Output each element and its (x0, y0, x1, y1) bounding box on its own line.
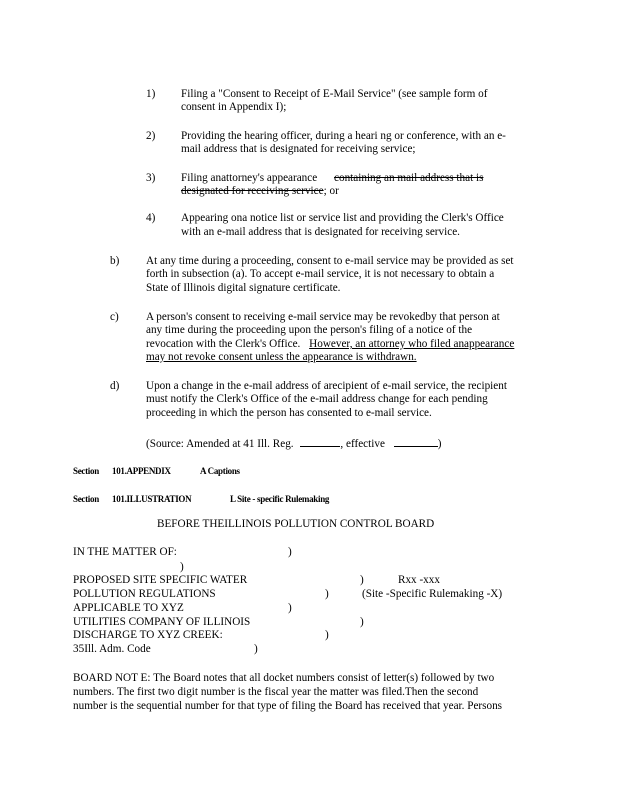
docket-type: (Site -Specific Rulemaking -X) (362, 588, 503, 600)
source-mid: , effective (340, 438, 385, 450)
section-number: 101.APPENDIX (112, 466, 171, 476)
caption-line: 35Ill. Adm. Code (73, 643, 151, 655)
section-number: 101.ILLUSTRATION (112, 494, 192, 504)
caption-line: UTILITIES COMPANY OF ILLINOIS (73, 616, 251, 628)
section-label: Section (73, 466, 99, 476)
source-prefix: (Source: Amended at 41 Ill. Reg. (146, 438, 294, 450)
source-suffix: ) (437, 438, 442, 450)
list-item-text: mail address that is designated for receiving service; (181, 143, 416, 155)
caption-line: DISCHARGE TO XYZ CREEK: (73, 629, 223, 641)
paragraph-text-plain: revocation with the Clerk's Office. (146, 338, 301, 350)
list-item-text (181, 172, 483, 185)
paragraph-letter: c) (110, 311, 119, 323)
list-item-text: Providing the hearing officer, during a heari ng or conference, with an e- (181, 130, 506, 142)
list-number: 4) (146, 212, 156, 224)
list-number: 1) (146, 88, 156, 100)
paragraph-text: must notify the Clerk's Office of the e-mail address change for each pending (146, 393, 488, 405)
list-item-text: with an e-mail address that is designated for receiving service. (181, 226, 460, 238)
struck-text: containing an mail address that is (334, 172, 484, 184)
board-note-text: numbers. The first two digit number is the fiscal year the matter was filed.Then the second (73, 686, 479, 698)
paragraph-text: At any time during a proceeding, consent to e-mail service may be provided as set (146, 255, 514, 267)
paragraph-text: Upon a change in the e-mail address of arecipient of e-mail service, the recipient (146, 380, 507, 392)
paragraph-text: any time during the proceeding upon the person's filing of a notice of the (146, 324, 473, 336)
struck-text: designated for receiving service (181, 185, 324, 197)
list-item-text-tail: ; or (323, 185, 339, 197)
caption-paren: ) (288, 546, 292, 558)
caption-paren: ) (360, 616, 364, 628)
caption-paren: ) (325, 588, 329, 600)
caption-paren: ) (180, 561, 184, 573)
paragraph-text (146, 338, 514, 351)
source-note (146, 436, 441, 451)
caption-paren: ) (254, 643, 258, 655)
caption-paren: ) (360, 574, 364, 586)
section-title: L Site - specific Rulemaking (230, 494, 330, 504)
paragraph-text: A person's consent to receiving e-mail service may be revokedby that person at (146, 311, 500, 323)
blank-line (300, 436, 340, 447)
underlined-text: may not revoke consent unless the appearance is withdrawn. (146, 351, 417, 363)
section-label: Section (73, 494, 99, 504)
caption-paren: ) (288, 602, 292, 614)
list-item-text: Filing a "Consent to Receipt of E-Mail Service" (see sample form of (181, 88, 488, 100)
caption-paren: ) (325, 629, 329, 641)
paragraph-text: State of Illinois digital signature certificate. (146, 282, 341, 294)
caption-title: BEFORE THEILLINOIS POLLUTION CONTROL BOARD (157, 518, 435, 530)
caption-in-the-matter: IN THE MATTER OF: (73, 546, 177, 558)
board-note-text: number is the sequential number for that type of filing the Board has received that year. Persons (73, 700, 503, 712)
caption-line: APPLICABLE TO XYZ (73, 602, 184, 614)
section-title: A Captions (200, 466, 240, 476)
paragraph-text: forth in subsection (a). To accept e-mail service, it is not necessary to obtain a (146, 268, 495, 280)
list-item-text-plain: Filing anattorney's appearance (181, 172, 318, 184)
underlined-text: However, an attorney who filed anappearance (309, 338, 515, 350)
caption-line: PROPOSED SITE SPECIFIC WATER (73, 574, 248, 586)
paragraph-text: proceeding in which the person has consented to e-mail service. (146, 407, 432, 419)
blank-line (394, 436, 438, 447)
paragraph-letter: d) (110, 380, 120, 392)
caption-line: POLLUTION REGULATIONS (73, 588, 216, 600)
list-number: 3) (146, 172, 156, 184)
docket-number: Rxx -xxx (398, 574, 440, 586)
board-note-text: BOARD NOT E: The Board notes that all docket numbers consist of letter(s) followed by two (73, 672, 495, 684)
paragraph-letter: b) (110, 255, 120, 267)
list-item-text: Appearing ona notice list or service list and providing the Clerk's Office (181, 212, 504, 224)
list-item-text: consent in Appendix I); (181, 101, 287, 113)
list-item-text (181, 185, 339, 198)
list-number: 2) (146, 130, 156, 142)
